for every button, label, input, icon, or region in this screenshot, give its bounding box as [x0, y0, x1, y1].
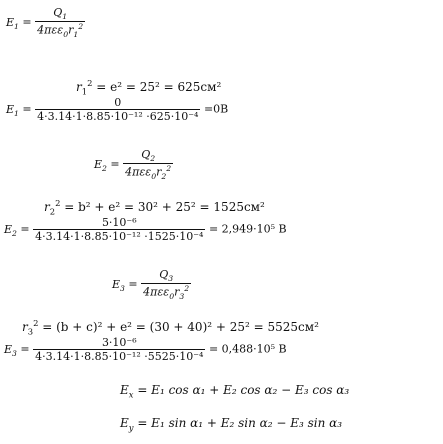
e2-denominator: $4\pi\varepsilon\varepsilon_0r_2^2$	[125, 164, 172, 182]
e2-numeric-fraction	[33, 216, 205, 243]
formula-e1: $E_1$ = $Q_1$ $4\pi\varepsilon\varepsilon_0r_1^2$	[6, 6, 84, 40]
formula-r3: $r_3^2 = (b + c)^2 + e^2 = (30 + 40)^2 + 25^2 = 5525см^2$	[22, 318, 319, 337]
formula-ex: $E_x = E_1$ cos α₁ + E₂ cos α₂ − E₃ cos α₃	[120, 383, 350, 400]
formula-e3: $E_3$ = $Q_3$ $4\pi\varepsilon\varepsilon_0r_3^2$	[112, 268, 190, 302]
e3-numeric-result: = 0,488·10⁵ В	[208, 342, 287, 356]
formula-e2-numeric: $E_2$ = $\frac{\text{5·10⁻⁶}}{\text{4·3.14·1·8.85·10⁻¹² ·1525·10⁻⁴}}$ = 2,949·10⁵ В	[4, 216, 287, 243]
formula-r1: $r_1^2 = e^2 = 25^2 = 625см^2$	[76, 78, 222, 97]
e1-numeric-numerator: 0	[114, 96, 122, 109]
e1-numeric-result: =0В	[203, 102, 229, 116]
e3-numeric-fraction	[33, 336, 205, 363]
e3-fraction	[141, 268, 191, 301]
formula-e2: $E_2$ = $Q_2$ $4\pi\varepsilon\varepsilon_0r_2^2$	[94, 148, 172, 182]
e2-fraction	[123, 148, 173, 181]
formula-ey: $E_y = E_1$ sin α₁ + E₂ sin α₂ − E₃ sin α₃	[120, 416, 343, 433]
e1-numeric-fraction	[35, 96, 200, 123]
e1-lhs: $E_1$	[6, 15, 19, 31]
e1-numerator: $Q_1$	[53, 6, 68, 22]
formula-e1-numeric: $E_1$ = $\frac{0}{\text{4·3.14·1·8.85·10⁻¹² ·625·10⁻⁴}}$ =0В	[6, 96, 229, 123]
e2-numeric-denominator: 4·3.14·1·8.85·10⁻¹² ·1525·10⁻⁴	[35, 230, 204, 243]
e3-denominator: $4\pi\varepsilon\varepsilon_0r_3^2$	[143, 284, 190, 302]
e3-numeric-numerator: 3·10⁻⁶	[101, 336, 137, 349]
e2-numerator: $Q_2$	[141, 148, 156, 164]
e2-numeric-result: = 2,949·10⁵ В	[208, 222, 287, 236]
e3-numerator: $Q_3$	[159, 268, 174, 284]
e1-denominator: $4\pi\varepsilon\varepsilon_0r_1^2$	[37, 22, 84, 40]
formula-r2: $r_2^2 = b^2 + e^2 = 30^2 + 25^2 = 1525см^2$	[44, 198, 265, 217]
e3-numeric-denominator: 4·3.14·1·8.85·10⁻¹² ·5525·10⁻⁴	[35, 350, 204, 363]
e2-numeric-numerator: 5·10⁻⁶	[101, 216, 137, 229]
e1-numeric-denominator: 4·3.14·1·8.85·10⁻¹² ·625·10⁻⁴	[37, 110, 199, 123]
e1-fraction	[35, 6, 85, 39]
formula-e3-numeric: $E_3$ = $\frac{\text{3·10⁻⁶}}{\text{4·3.14·1·8.85·10⁻¹² ·5525·10⁻⁴}}$ = 0,488·10⁵ В	[4, 336, 287, 363]
